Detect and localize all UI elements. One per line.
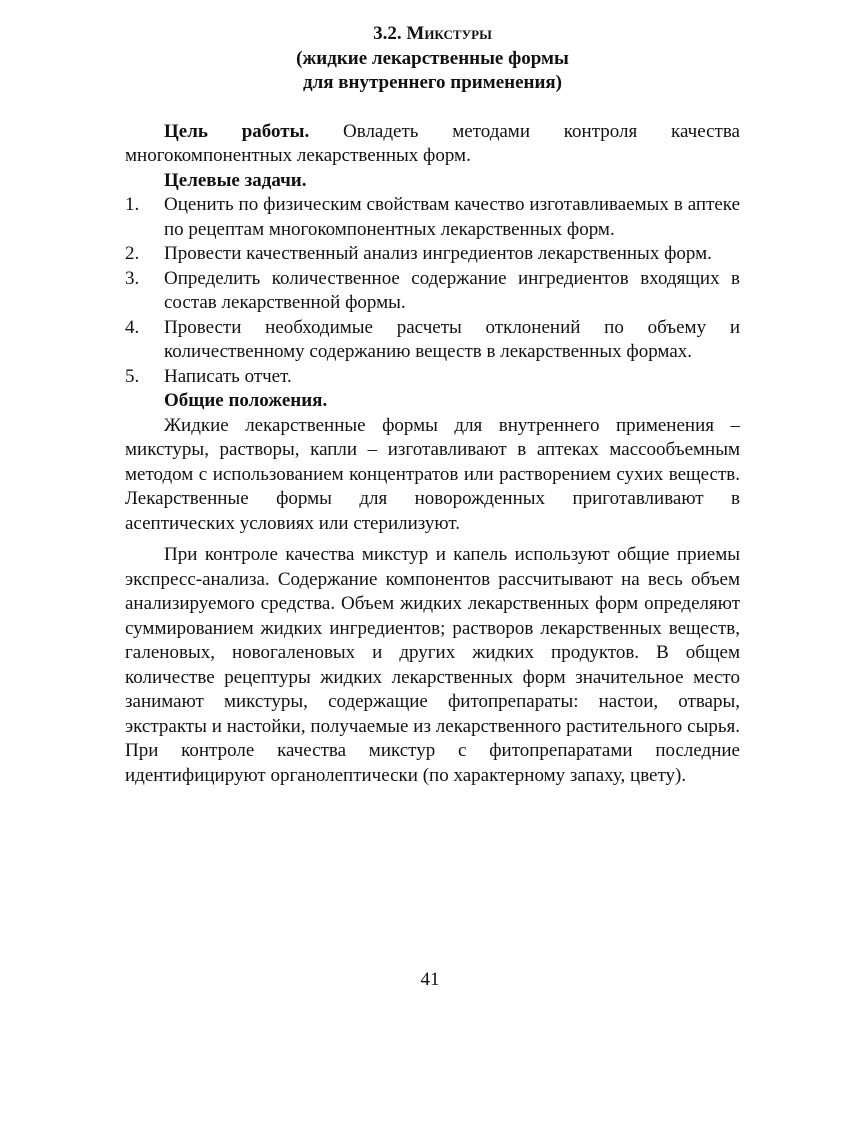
list-item-text: Определить количественное содержание ингредиентов входящих в состав лекарственной формы. xyxy=(164,267,740,313)
tasks-list xyxy=(125,193,740,389)
tasks-heading: Целевые задачи. xyxy=(164,169,307,191)
goal-text: Овладеть методами контроля качества многокомпонентных лекарственных форм. xyxy=(125,120,740,166)
list-item-number: 5. xyxy=(125,365,140,387)
body-paragraph: При контроле качества микстур и капель используют общие приемы экспресс-анализа. Содержание компонентов рассчитывают на весь объем анализируемого средства. Объем жидких лекарственных форм определяют суммированием жидких ингредиентов; растворов лекарственных веществ, галеновых, новогаленовых и других жидких продуктов. В общем количестве рецептуры жидких лекарственных форм значительное место занимают микстуры, содержащие фитопрепараты: настои, отвары, экстракты и настойки, получаемые из лекарственного растительного сырья. При контроле качества микстур с фитопрепаратами последние идентифицируют органолептически (по характерному запаху, цвету). xyxy=(125,544,740,786)
section-subtitle-line2: для внутреннего применения) xyxy=(302,72,563,93)
list-item-number: 2. xyxy=(125,243,140,264)
heading-spacer xyxy=(125,96,740,120)
page-number: 41 xyxy=(420,969,440,990)
section-title: Микстуры xyxy=(406,23,492,44)
list-item xyxy=(125,365,740,390)
general-heading: Общие положения. xyxy=(164,390,328,411)
document-page xyxy=(125,22,740,788)
list-item-text: Провести необходимые расчеты отклонений по объему и количественному содержанию веществ в лекарственных формах. xyxy=(164,316,740,362)
section-subtitle-line1: (жидкие лекарственные формы xyxy=(296,47,569,69)
list-item-number: 3. xyxy=(125,267,140,289)
list-item xyxy=(125,242,740,267)
list-item-text: Провести качественный анализ ингредиентов лекарственных форм. xyxy=(164,243,712,264)
section-number: 3.2. xyxy=(373,23,407,44)
body-paragraph: Жидкие лекарственные формы для внутреннего применения – микстуры, растворы, капли – изготавливают в аптеках массообъемным методом с использованием концентратов или растворением сухих веществ. Лекарственные формы для новорожденных приготавливают в асептических условиях или стерилизуют. xyxy=(125,414,740,534)
list-item xyxy=(125,316,740,365)
list-item-text: Оценить по физическим свойствам качество изготавливаемых в аптеке по рецептам многокомпонентных лекарственных форм. xyxy=(164,194,740,240)
section-heading xyxy=(125,22,740,96)
goal-label: Цель работы. xyxy=(164,120,310,142)
list-item-text: Написать отчет. xyxy=(164,365,292,387)
goal-paragraph xyxy=(125,120,740,169)
list-item-number: 1. xyxy=(125,194,140,215)
list-item-number: 4. xyxy=(125,316,140,338)
list-item xyxy=(125,267,740,316)
section-title-line xyxy=(125,22,740,47)
list-item xyxy=(125,193,740,242)
